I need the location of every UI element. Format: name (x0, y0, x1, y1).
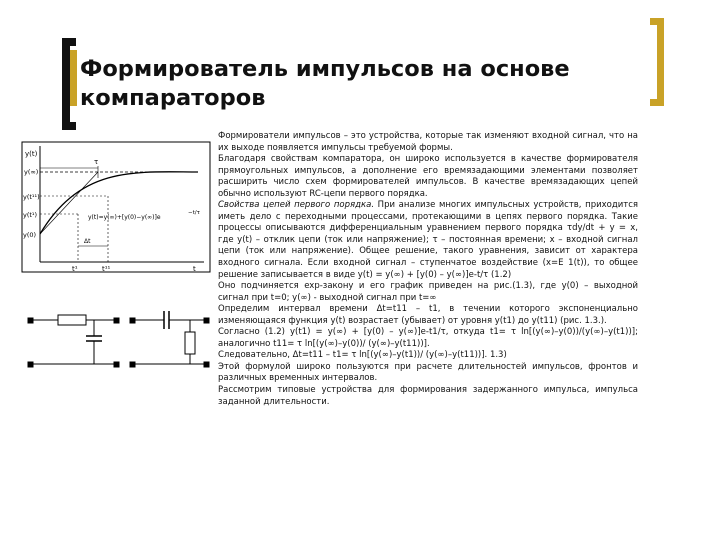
exponential-graph (22, 142, 210, 273)
label-exponent: −t/τ (188, 210, 200, 216)
figures-svg (18, 138, 214, 384)
terminal-tl2 (130, 318, 135, 323)
rc-circuit-diagrams (28, 311, 209, 367)
label-y-0: y(0) (23, 231, 37, 239)
label-t1: t¹ (72, 265, 78, 273)
tangent-line (40, 172, 98, 234)
label-y-t: y(t) (25, 150, 38, 158)
body-text (218, 131, 638, 408)
terminal-bl2 (130, 362, 135, 367)
terminal-br2 (204, 362, 209, 367)
paragraph-rest: При анализе многих импульсных устройств, приходится иметь дело с переходными процессами, протекающими в цепях первого порядка. Такие процессы описываются дифференциальным уравнением первого порядка τdy/dt + y = x, где y(t) – отклик цепи (ток или напряжение); τ – постоянная времени; x – входной сигнал цепи (ток или напряжение). Общее решение, такого уравнения, зависит от характера входного сигнала. Если входной сигнал – ступенчатое воздействие (x=E 1(t)), то общее решение записывается в виде y(t) = y(∞) + [y(0) – y(∞)]e-t/τ (1.2) (218, 200, 638, 280)
paragraph: Определим интервал времени Δt=t11 – t1, в течении которого экспоненциально изменяющаяся функция y(t) возрастает (убывает) от уровня y(t1) до y(t11) (рис. 1.3.). (218, 304, 638, 326)
title-left-bracket (62, 38, 76, 130)
title-right-bracket (650, 18, 664, 106)
resistor-1 (58, 315, 86, 325)
label-y-inf: y(∞) (24, 168, 39, 176)
paragraph: Этой формулой широко пользуются при расчете длительностей импульсов, фронтов и различных временных интервалов. (218, 361, 638, 384)
terminal-br1 (114, 362, 119, 367)
terminal-tr1 (114, 318, 119, 323)
paragraph: Оно подчиняется exp-закону и его график приведен на рис.(1.3), где y(0) – выходной сигнал при t=0; y(∞) - выходной сигнал при t=∞ (218, 281, 638, 303)
terminal-tl (28, 318, 33, 323)
paragraph: Формирователи импульсов – это устройства, которые так изменяют входной сигнал, что на их выходе появляется импульсы требуемой формы. (218, 131, 638, 153)
paragraph: Благодаря свойствам компаратора, он широко используется в качестве формирователя прямоугольных импульсов, а дополнение его времязадающими элементами позволяет расширить число схем формирователей импульсов. В качестве времязадающих цепей обычно используют RC-цепи первого порядка. (218, 154, 638, 199)
paragraph: Рассмотрим типовые устройства для формирования задержанного импульса, импульса заданной длительности. (218, 385, 638, 407)
figures-panel (18, 138, 214, 384)
label-y-t11: y(t¹¹) (23, 193, 40, 201)
paragraph: Следовательно, Δt=t11 – t1= τ ln[(y(∞)–y(t1))/ (y(∞)–y(t11))]. 1.3) (218, 350, 507, 361)
terminal-tr2 (204, 318, 209, 323)
paragraph: Согласно (1.2) y(t1) = y(∞) + [y(0) – y(∞)]e-t1/τ, откуда t1= τ ln[(y(∞)–y(0))/(y(∞)–y(t1))]; аналогично t11= τ ln[(y(∞)–y(0))/ (y(∞)–y(t11))]. (218, 327, 638, 349)
paragraph (218, 200, 638, 281)
resistor-2 (185, 332, 195, 354)
exponential-curve (40, 172, 198, 234)
terminal-bl (28, 362, 33, 367)
slide-title: Формирователь импульсов на основе компараторов (80, 56, 570, 111)
paragraph-lead: Свойства цепей первого порядка. (218, 200, 375, 211)
label-tau: τ (94, 158, 99, 166)
graph-frame (22, 142, 210, 272)
label-t: t (193, 265, 196, 273)
label-delta-t: Δt (84, 238, 91, 245)
label-t11: t¹¹ (102, 265, 111, 273)
label-curve-formula: y(t)=y(∞)+[y(0)−y(∞)]e (88, 214, 161, 221)
label-y-t1: y(t¹) (23, 211, 38, 219)
